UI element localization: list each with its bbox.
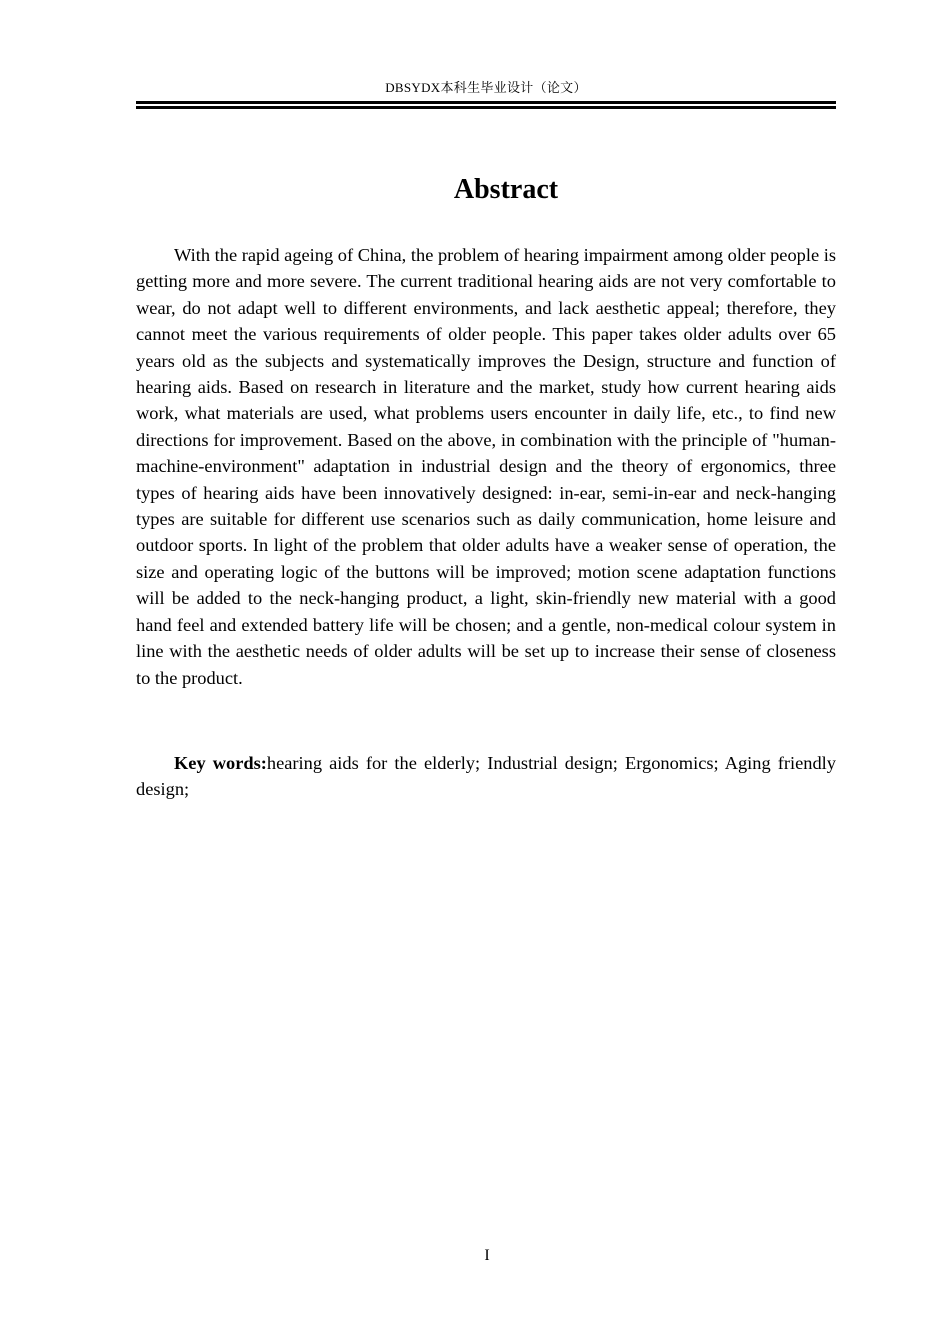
abstract-paragraph: With the rapid ageing of China, the problem of hearing impairment among older people is getting more and more severe. The current traditional hearing aids are not very comfortable to wear, do not adapt well to different environments, and lack aesthetic appeal; therefore, they cannot meet the various requirements of older people. This paper takes older adults over 65 years old as the subjects and systematically improves the Design, structure and function of hearing aids. Based on research in literature and the market, study how current hearing aids work, what materials are used, what problems users encounter in daily life, etc., to find new directions for improvement. Based on the above, in combination with the principle of "human-machine-environment" adaptation in industrial design and the theory of ergonomics, three types of hearing aids have been innovatively designed: in-ear, semi-in-ear and neck-hanging types are suitable for different use scenarios such as daily communication, home leisure and outdoor sports. In light of the problem that older adults have a weaker sense of operation, the size and operating logic of the buttons will be improved; motion scene adaptation functions will be added to the neck-hanging product, a light, skin-friendly new material with a good hand feel and extended battery life will be chosen; and a gentle, non-medical colour system in line with the aesthetic needs of older adults will be set up to increase their sense of closeness to the product. — [136, 245, 836, 688]
keywords-paragraph — [136, 750, 836, 803]
page-title: Abstract — [453, 174, 559, 205]
header-rule-thin — [136, 106, 836, 109]
header-rule-thick — [136, 101, 836, 104]
page-number: I — [484, 1247, 490, 1264]
keywords-label: Key words: — [174, 753, 267, 773]
keywords-text: hearing aids for the elderly; Industrial design; Ergonomics; Aging friendly design; — [136, 753, 836, 800]
running-header: DBSYDX本科生毕业设计（论文） — [385, 80, 587, 95]
